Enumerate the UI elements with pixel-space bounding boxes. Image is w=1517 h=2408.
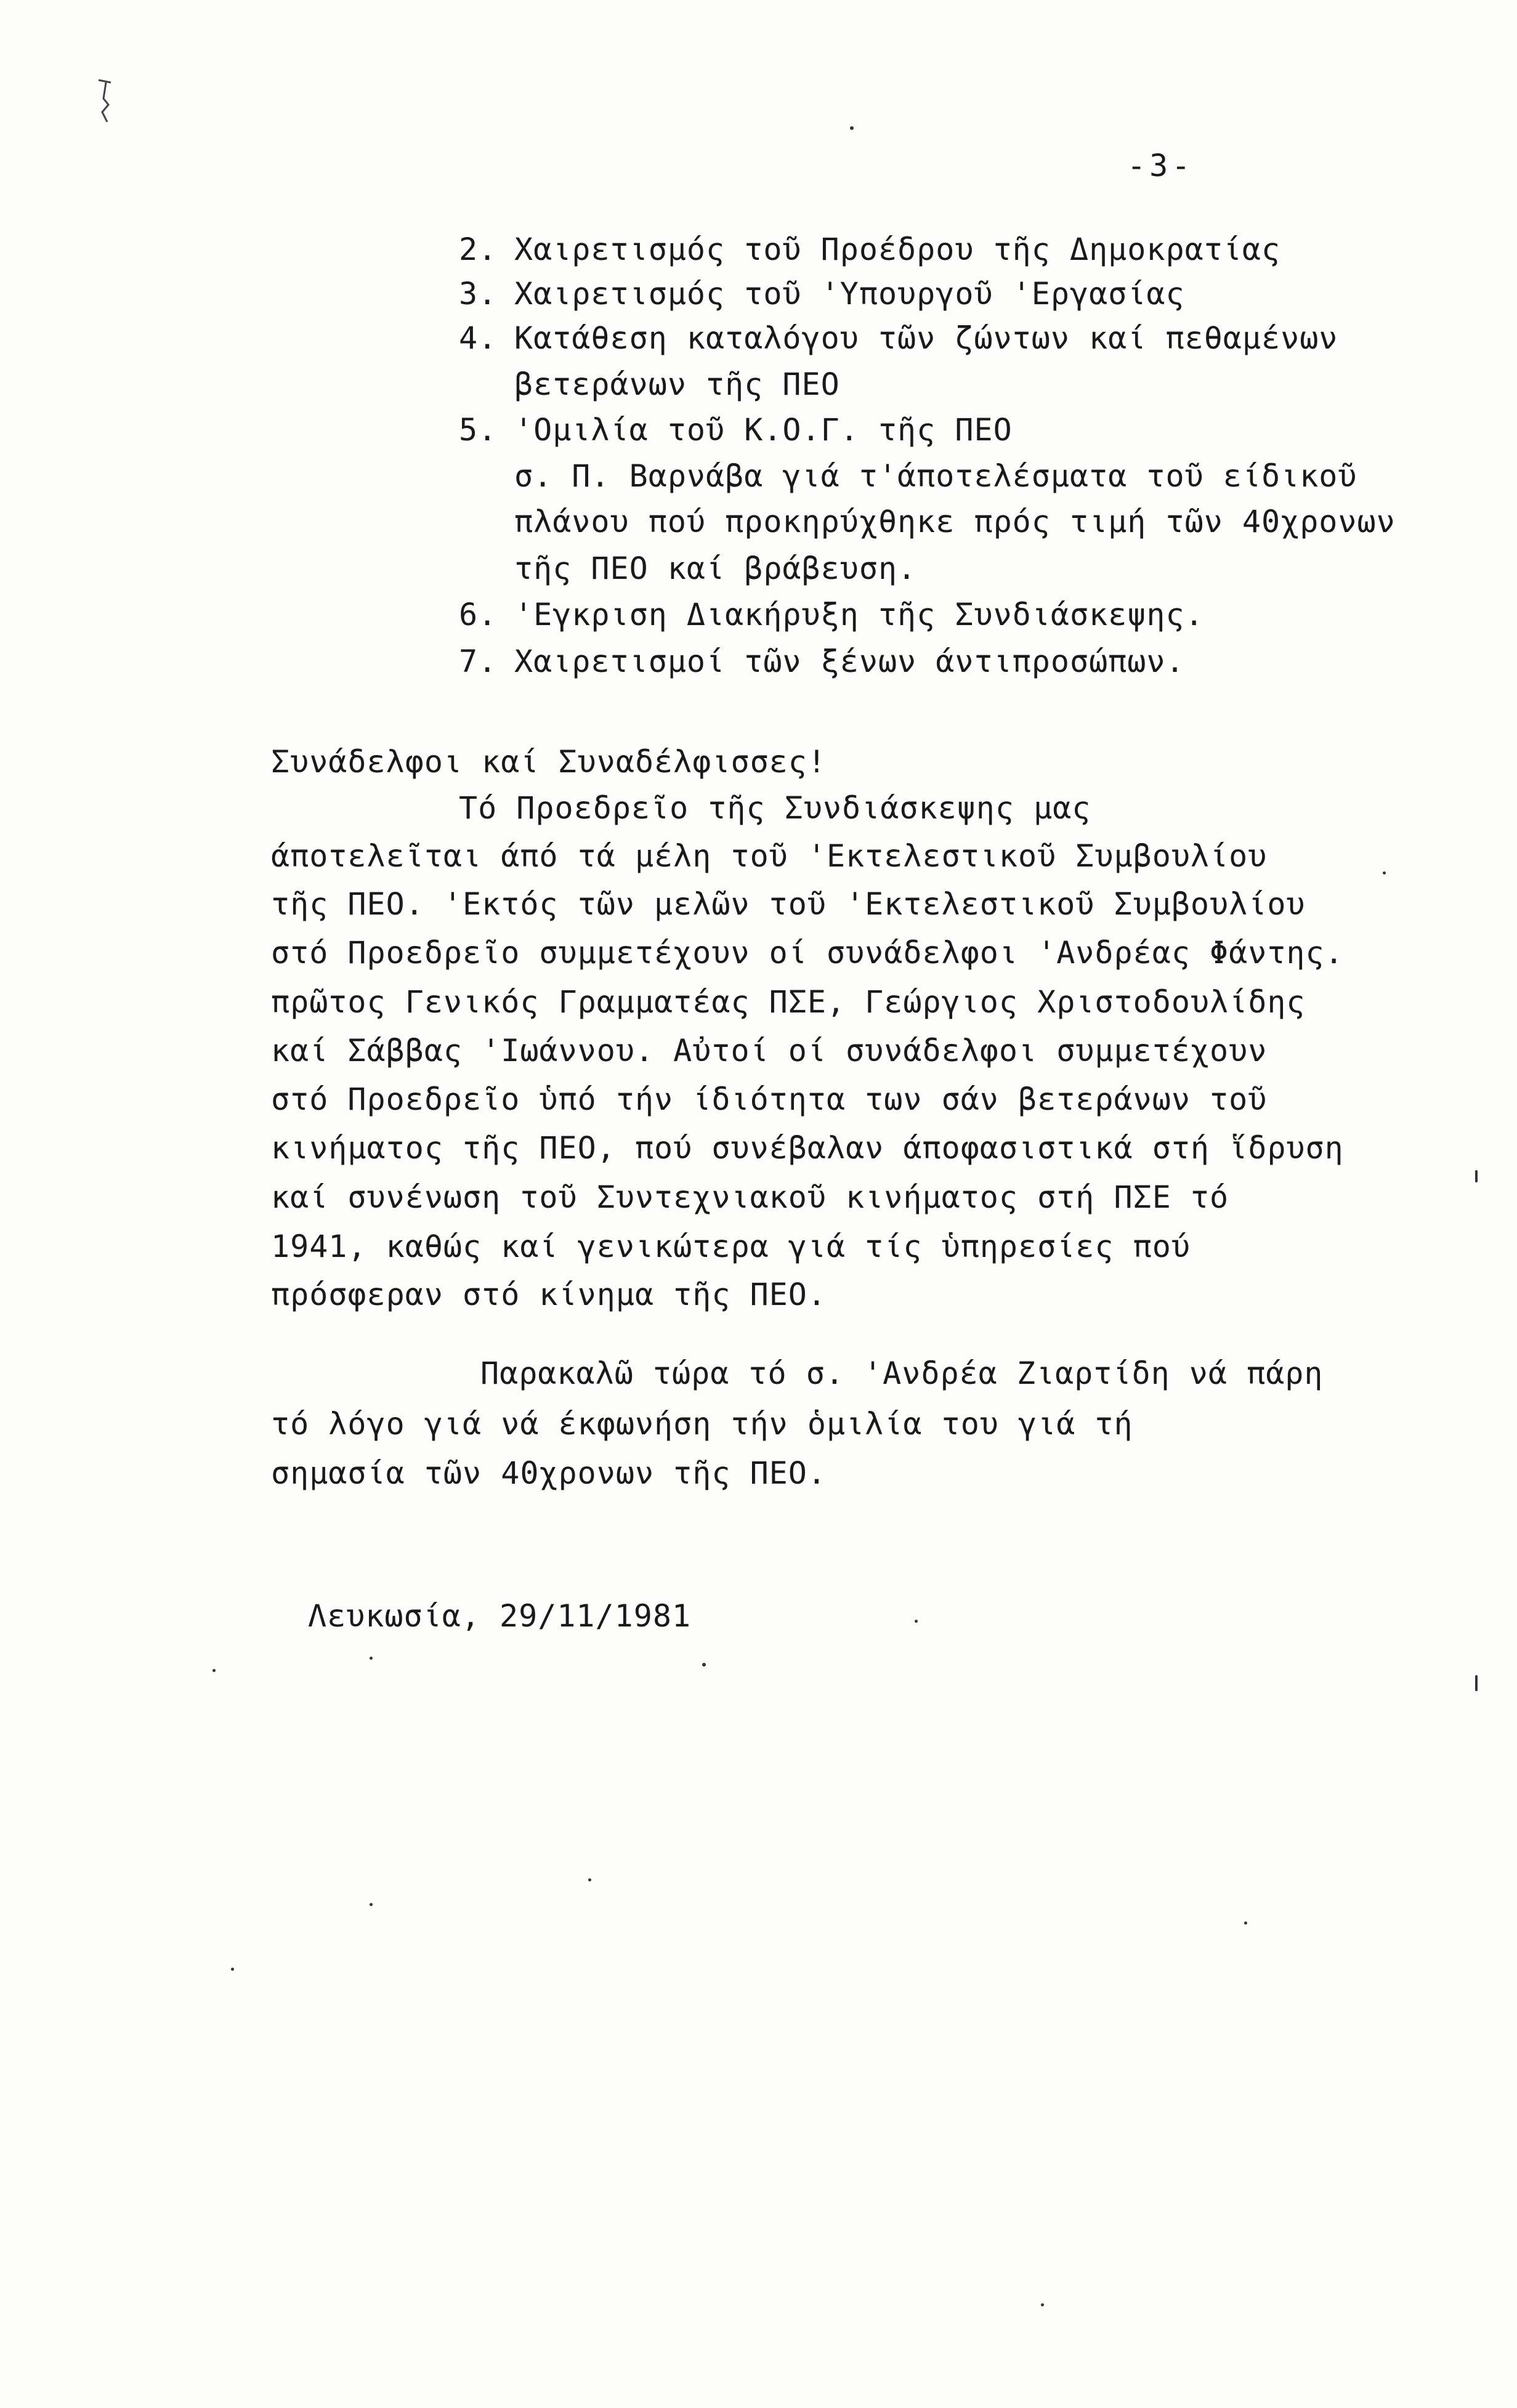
scan-speck (1041, 2303, 1044, 2306)
agenda-item: πλάνου πού προκηρύχθηκε πρός τιμή τῶν 40χρονων (514, 504, 1396, 539)
scan-speck (850, 126, 854, 130)
paragraph-line: τό λόγο γιά νά έκφωνήση τήν ὁμιλία του γιά τή (271, 1406, 1133, 1442)
scan-speck (370, 1903, 373, 1906)
agenda-item: 5. 'Ομιλία τοῦ Κ.Ο.Γ. τῆς ΠΕΟ (459, 412, 1013, 448)
page-number: -3- (1127, 148, 1194, 184)
scan-speck (231, 1968, 234, 1971)
paragraph-line: στό Προεδρεῖο ὑπό τήν ίδιότητα των σάν βετεράνων τοῦ (271, 1081, 1268, 1117)
agenda-item: βετεράνων τῆς ΠΕΟ (514, 366, 840, 402)
agenda-item: 4. Κατάθεση καταλόγου τῶν ζώντων καί πεθαμένων (459, 320, 1338, 356)
scan-speck (212, 1669, 216, 1672)
scan-speck (702, 1663, 706, 1667)
agenda-item: 2. Χαιρετισμός τοῦ Προέδρου τῆς Δημοκρατίας (459, 232, 1281, 267)
paragraph-line: στό Προεδρεῖο συμμετέχουν οί συνάδελφοι 'Ανδρέας Φάντης. (271, 935, 1344, 971)
agenda-item: 7. Χαιρετισμοί τῶν ξένων άντιπροσώπων. (459, 644, 1185, 679)
agenda-item: σ. Π. Βαρνάβα γιά τ'άποτελέσματα τοῦ είδικοῦ (514, 458, 1357, 494)
paragraph-line: 1941, καθώς καί γενικώτερα γιά τίς ὑπηρεσίες πού (271, 1229, 1191, 1264)
paragraph-line: πρῶτος Γενικός Γραμματέας ΠΣΕ, Γεώργιος Χριστοδουλίδης (271, 984, 1306, 1020)
paragraph-line: Τό Προεδρεῖο τῆς Συνδιάσκεψης μας (459, 790, 1091, 826)
scan-speck (370, 1657, 373, 1660)
signoff-date: Λευκωσία, 29/11/1981 (308, 1598, 692, 1634)
scan-speck (1475, 1675, 1478, 1691)
paragraph-line: πρόσφεραν στό κίνημα τῆς ΠΕΟ. (271, 1277, 827, 1312)
scan-speck (1244, 1921, 1247, 1925)
agenda-item: 6. 'Εγκριση Διακήρυξη τῆς Συνδιάσκεψης. (459, 597, 1204, 632)
paragraph-line: Παρακαλῶ τώρα τό σ. 'Ανδρέα Ζιαρτίδη νά πάρη (480, 1356, 1324, 1391)
agenda-item: 3. Χαιρετισμός τοῦ 'Υπουργοῦ 'Εργασίας (459, 276, 1185, 312)
scan-speck (1383, 871, 1386, 875)
margin-mark-icon (92, 74, 117, 135)
paragraph-line: σημασία τῶν 40χρονων τῆς ΠΕΟ. (271, 1455, 827, 1491)
scan-speck (1475, 1170, 1478, 1182)
paragraph-line: τῆς ΠΕΟ. 'Εκτός τῶν μελῶν τοῦ 'Εκτελεστικοῦ Συμβουλίου (271, 886, 1306, 922)
salutation: Συνάδελφοι καί Συναδέλφισσες! (271, 744, 827, 780)
agenda-item: τῆς ΠΕΟ καί βράβευση. (514, 551, 917, 586)
paragraph-line: κινήματος τῆς ΠΕΟ, πού συνέβαλαν άποφασιστικά στή ἵδρυση (271, 1130, 1344, 1166)
scan-speck (588, 1878, 591, 1881)
paragraph-line: καί συνένωση τοῦ Συντεχνιακοῦ κινήματος στή ΠΣΕ τό (271, 1179, 1229, 1215)
paragraph-line: άποτελεῖται άπό τά μέλη τοῦ 'Εκτελεστικοῦ Συμβουλίου (271, 838, 1268, 874)
paragraph-line: καί Σάββας 'Ιωάννου. Αὐτοί οί συνάδελφοι συμμετέχουν (271, 1033, 1268, 1069)
scan-speck (915, 1620, 918, 1623)
